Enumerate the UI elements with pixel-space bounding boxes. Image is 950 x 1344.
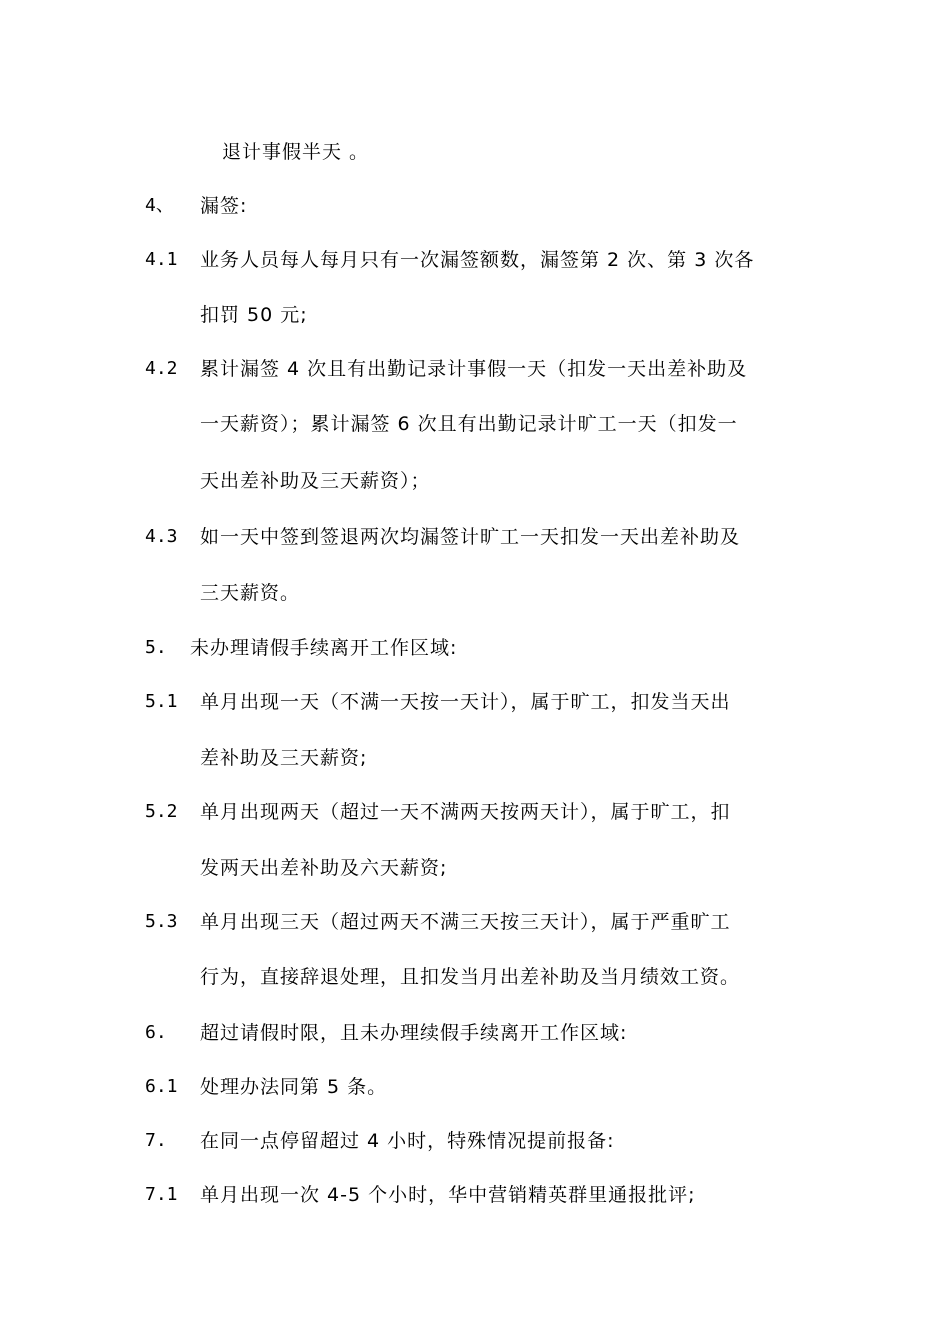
- clause-number: 4.1: [145, 249, 178, 270]
- clause-text: 累计漏签 4 次且有出勤记录计事假一天（扣发一天出差补助及: [200, 358, 748, 380]
- clause-text-continued: 天出差补助及三天薪资）；: [200, 470, 431, 492]
- clause-text: 业务人员每人每月只有一次漏签额数，漏签第 2 次、第 3 次各: [200, 249, 755, 271]
- clause-number: 5.3: [145, 911, 178, 932]
- clause-text-continued: 差补助及三天薪资;: [200, 747, 368, 769]
- clause-text: 单月出现一次 4-5 个小时，华中营销精英群里通报批评;: [200, 1184, 696, 1206]
- clause-text: 如一天中签到签退两次均漏签计旷工一天扣发一天出差补助及: [200, 526, 741, 548]
- section-number: 7.: [145, 1130, 167, 1151]
- clause-text: 单月出现一天（不满一天按一天计），属于旷工，扣发当天出: [200, 691, 731, 713]
- clause-number: 6.1: [145, 1076, 178, 1097]
- clause-number: 7.1: [145, 1184, 178, 1205]
- section-title: 未办理请假手续离开工作区域:: [190, 637, 458, 659]
- section-title: 在同一点停留超过 4 小时，特殊情况提前报备:: [200, 1130, 615, 1152]
- clause-text-continued: 三天薪资。: [200, 582, 301, 604]
- clause-number: 5.2: [145, 801, 178, 822]
- clause-text: 单月出现三天（超过两天不满三天按三天计），属于严重旷工: [200, 911, 731, 933]
- line-text: 退计事假半天 。: [222, 141, 370, 163]
- section-number: 4、: [145, 195, 174, 216]
- clause-text-continued: 扣罚 50 元;: [200, 304, 308, 326]
- clause-number: 5.1: [145, 691, 178, 712]
- section-number: 5.: [145, 637, 167, 658]
- section-title: 超过请假时限，且未办理续假手续离开工作区域:: [200, 1022, 628, 1044]
- clause-text-continued: 一天薪资）；累计漏签 6 次且有出勤记录计旷工一天（扣发一: [200, 413, 738, 435]
- section-number: 6.: [145, 1022, 167, 1043]
- clause-number: 4.2: [145, 358, 178, 379]
- clause-text-continued: 行为，直接辞退处理，且扣发当月出差补助及当月绩效工资。: [200, 966, 741, 988]
- clause-number: 4.3: [145, 526, 178, 547]
- section-title: 漏签:: [200, 195, 248, 217]
- clause-text: 处理办法同第 5 条。: [200, 1076, 388, 1098]
- clause-text-continued: 发两天出差补助及六天薪资;: [200, 857, 448, 879]
- clause-text: 单月出现两天（超过一天不满两天按两天计），属于旷工，扣: [200, 801, 731, 823]
